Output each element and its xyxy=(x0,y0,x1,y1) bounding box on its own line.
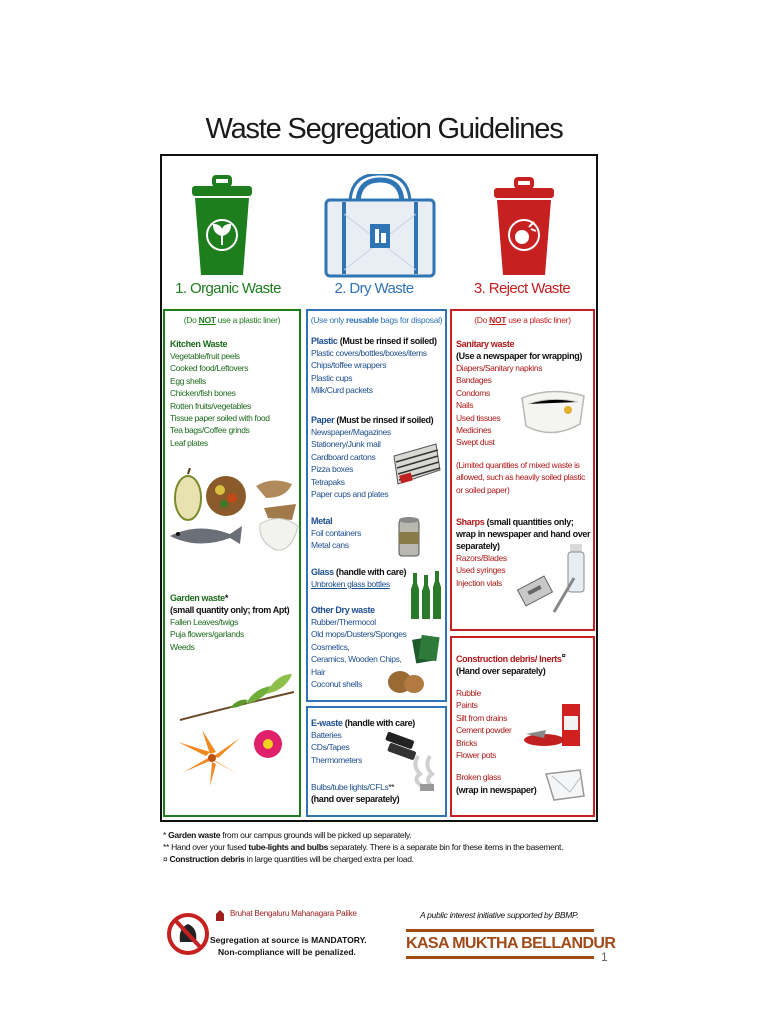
plastic-section xyxy=(311,335,445,397)
brand-rule-top xyxy=(406,929,594,932)
list-item: Cement powder xyxy=(456,725,512,736)
list-item: Nails xyxy=(456,400,474,411)
glass-title: Glass (handle with care) xyxy=(311,567,407,577)
dry-waste-heading: 2. Dry Waste xyxy=(334,280,414,297)
construction-subtitle: (Hand over separately) xyxy=(456,666,546,676)
list-item: Cooked food/Leftovers xyxy=(170,363,249,374)
leaves-flowers-illustration xyxy=(176,668,298,788)
list-item: Tissue paper soiled with food xyxy=(170,413,270,424)
list-item: Unbroken glass bottles xyxy=(311,579,390,589)
blade-syringe-icon xyxy=(514,542,590,614)
plastic-list xyxy=(311,347,445,397)
list-item: Paper cups and plates xyxy=(311,489,389,500)
list-item: Egg shells xyxy=(170,375,206,386)
organic-waste-heading: 1. Organic Waste xyxy=(175,280,281,297)
red-bin-icon xyxy=(492,177,556,277)
metal-can-icon xyxy=(396,514,424,560)
list-item: Chicken/fish bones xyxy=(170,388,236,399)
list-item: Razors/Blades xyxy=(456,553,507,563)
list-item: Bricks xyxy=(456,737,478,748)
footnote-construction: ¤ Construction debris in large quantities will be charged extra per load. xyxy=(163,854,414,864)
green-bin-icon xyxy=(190,175,254,277)
list-item: Used tissues xyxy=(456,412,501,423)
list-item: Condoms xyxy=(456,387,490,398)
bulbs-note: (hand over separately) xyxy=(311,794,400,805)
metal-section xyxy=(311,515,445,552)
list-item: Plastic cups xyxy=(311,372,353,383)
list-item: Diapers/Sanitary napkins xyxy=(456,363,543,373)
list-item: Injection vials xyxy=(456,577,502,588)
garden-waste-section xyxy=(170,592,300,653)
list-item: Stationery/Junk mail xyxy=(311,439,381,450)
garden-waste-title: Garden waste* xyxy=(170,593,228,603)
list-item: Bandages xyxy=(456,375,492,386)
list-item: Pizza boxes xyxy=(311,464,353,475)
list-item: Leaf plates xyxy=(170,437,208,448)
penalty-line: Non-compliance will be penalized. xyxy=(218,947,356,957)
initiative-text: A public interest initiative supported by BBMP. xyxy=(420,910,579,920)
page-title: Waste Segregation Guidelines xyxy=(205,113,563,145)
organic-note: (Do NOT use a plastic liner) xyxy=(183,315,281,325)
kitchen-waste-section xyxy=(170,338,300,449)
garden-waste-list xyxy=(170,616,300,653)
footnote-garden: * Garden waste from our campus grounds will be picked up separately. xyxy=(163,830,412,840)
broken-glass-label: Broken glass xyxy=(456,772,501,783)
list-item: Tetrapaks xyxy=(311,476,345,487)
paint-can-icon xyxy=(522,702,586,750)
kitchen-waste-list xyxy=(170,350,300,449)
no-littering-icon xyxy=(166,906,210,962)
list-item: Swept dust xyxy=(456,437,495,448)
list-item: Hair xyxy=(311,666,326,677)
page-number: 1 xyxy=(601,950,608,964)
reject-note: (Do NOT use a plastic liner) xyxy=(474,315,571,325)
broken-glass-icon xyxy=(540,766,588,804)
list-item: Medicines xyxy=(456,425,492,436)
list-item: Fallen Leaves/twigs xyxy=(170,617,238,627)
list-item: Rotten fruits/vegetables xyxy=(170,400,251,411)
garden-waste-subtitle: (small quantity only; from Apt) xyxy=(170,605,290,615)
other-dry-title: Other Dry waste xyxy=(311,605,375,615)
list-item: Cosmetics, xyxy=(311,641,350,652)
list-item: Old mops/Dusters/Sponges xyxy=(311,629,407,640)
metal-title: Metal xyxy=(311,516,333,526)
list-item: Metal cans xyxy=(311,540,349,551)
dry-note: (Use only reusable bags for disposal) xyxy=(310,315,443,325)
bulbs-label: Bulbs/tube lights/CFLs** xyxy=(311,782,395,792)
footnote-bulbs: ** Hand over your fused tube-lights and bulbs separately. There is a separate bin for these items in the basement. xyxy=(163,842,564,852)
list-item: Rubber/Thermocol xyxy=(311,617,376,627)
coconut-shells-icon xyxy=(386,666,426,696)
list-item: Rubble xyxy=(456,688,481,698)
mandatory-line: Segregation at source is MANDATORY. xyxy=(210,935,367,945)
list-item: CDs/Tapes xyxy=(311,742,350,753)
reject-waste-heading: 3. Reject Waste xyxy=(473,280,571,297)
list-item: Foil containers xyxy=(311,528,362,538)
list-item: Coconut shells xyxy=(311,679,362,690)
list-item: Used syringes xyxy=(456,565,506,576)
list-item: Milk/Curd packets xyxy=(311,385,373,396)
brand-name: KASA MUKTHA BELLANDUR xyxy=(406,935,616,952)
metal-list xyxy=(311,527,445,552)
sharps-title: Sharps (small quantities only; wrap in newspaper and hand over separately) xyxy=(456,517,591,551)
kitchen-waste-title: Kitchen Waste xyxy=(170,339,228,349)
construction-title: Construction debris/ Inerts¤ xyxy=(456,651,566,664)
list-item: Newspaper/Magazines xyxy=(311,427,391,437)
footnotes xyxy=(163,829,603,865)
bbmp-emblem-icon xyxy=(214,908,226,922)
plastic-title: Plastic (Must be rinsed if soiled) xyxy=(311,336,437,346)
list-item: Tea bags/Coffee grinds xyxy=(170,425,250,436)
e-waste-title: E-waste (handle with care) xyxy=(311,718,415,728)
brand-rule-bottom xyxy=(406,956,594,959)
list-item: Silt from drains xyxy=(456,712,508,723)
sanitary-subtitle: (Use a newspaper for wrapping) xyxy=(456,351,583,361)
list-item: Thermometers xyxy=(311,754,363,765)
diaper-icon xyxy=(518,384,588,442)
list-item: Ceramics, Wooden Chips, xyxy=(311,654,402,665)
sponge-icon xyxy=(412,632,442,666)
list-item: Cardboard cartons xyxy=(311,451,376,462)
list-item: Flower pots xyxy=(456,750,497,761)
bbmp-name: Bruhat Bengaluru Mahanagara Palike xyxy=(230,909,357,918)
list-item: Chips/toffee wrappers xyxy=(311,360,387,371)
sanitary-remark: (Limited quantities of mixed waste is allowed, such as heavily soiled plastic or soiled paper) xyxy=(456,459,586,495)
sanitary-title: Sanitary waste xyxy=(456,339,515,349)
list-item: Paints xyxy=(456,700,478,711)
list-item: Puja flowers/garlands xyxy=(170,629,244,640)
reusable-bag-icon xyxy=(322,174,438,278)
list-item: Batteries xyxy=(311,730,342,740)
newspapers-icon xyxy=(392,440,442,488)
cfl-bulb-icon xyxy=(410,752,444,792)
broken-glass-note: (wrap in newspaper) xyxy=(456,784,537,795)
list-item: Weeds xyxy=(170,641,195,652)
list-item: Vegetable/fruit peels xyxy=(170,351,240,361)
food-scraps-illustration xyxy=(168,468,300,556)
paper-title: Paper (Must be rinsed if soiled) xyxy=(311,415,434,425)
list-item: Plastic covers/bottles/boxes/items xyxy=(311,348,427,358)
